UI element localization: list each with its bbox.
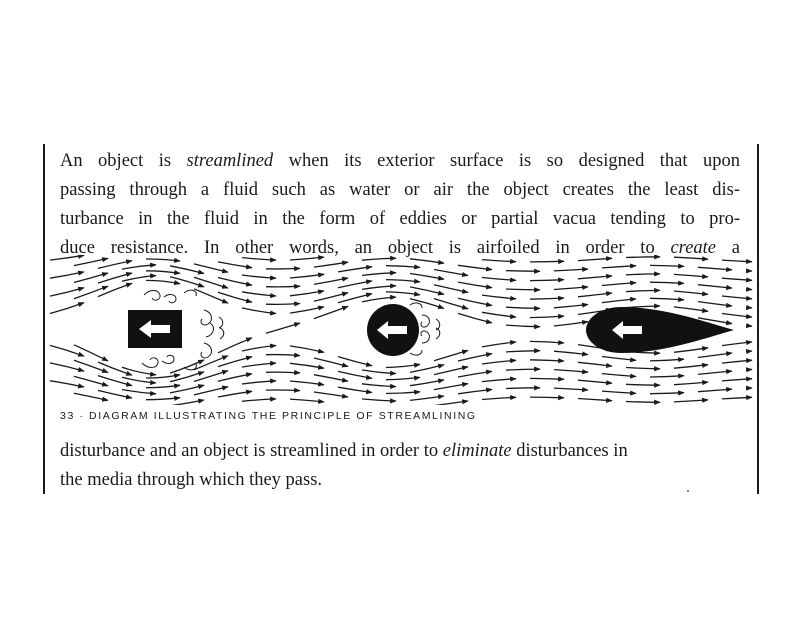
flow-arrow [98,283,132,296]
flow-arrow [626,384,660,385]
flow-arrow [746,351,752,352]
flow-arrow [554,322,588,326]
flow-arrow [722,397,752,399]
flow-arrow [194,264,228,272]
flow-arrow [674,291,708,294]
flow-arrow [554,388,588,390]
flow-arrow [98,390,132,398]
flow-arrow [266,286,300,287]
flow-arrow [722,314,752,318]
flow-arrow [602,299,636,303]
paragraph-2-line-1: disturbance and an object is streamlined in order to eliminate disturbances in [60,441,628,461]
flow-arrow [458,298,492,305]
flow-arrow [530,397,564,398]
flow-arrow [386,266,420,268]
flow-arrow [482,342,516,347]
flow-arrow [290,381,324,385]
flow-arrow [602,357,636,361]
flow-arrow [266,355,300,356]
flow-arrow [290,291,324,296]
flow-arrow [650,393,684,394]
flow-arrow [722,260,752,262]
figure-caption: 33 · DIAGRAM ILLUSTRATING THE PRINCIPLE OF STREAMLINING [60,410,477,422]
flow-arrow [626,368,660,369]
flow-arrow [626,274,660,275]
flow-arrow [698,285,732,288]
paragraph-1-line-4: duce resistance. In other words, an object is airfoiled in order to create a [60,238,740,258]
flow-arrow [530,316,564,318]
flow-arrow [530,280,564,281]
flow-arrow [458,371,492,377]
flow-arrow [266,268,300,269]
flow-arrow [506,325,540,327]
flow-arrow [362,370,396,374]
emphasis-eliminate: eliminate [442,441,512,461]
flow-arrow [362,286,396,290]
flow-arrow [458,313,492,323]
flow-arrow [458,282,492,288]
flow-arrow [578,276,612,279]
flow-arrow [386,392,420,394]
flow-arrow [74,286,108,299]
flow-arrow [218,262,252,268]
flow-arrow [482,260,516,262]
flow-arrow [50,272,84,278]
flow-arrow [50,288,84,296]
paragraph-1-line-1: An object is streamlined when its exterior surface is so designed that upon [60,151,740,171]
flow-arrow [338,387,372,392]
flow-arrow [290,257,324,260]
flow-arrow [674,257,708,259]
flow-arrow [650,282,684,283]
flow-arrow [578,362,612,366]
flow-arrow [266,304,300,305]
flow-arrow [242,346,276,352]
flow-arrow [554,351,588,354]
paragraph-2 [60,437,740,495]
flow-arrow [338,371,372,378]
flow-arrow [122,265,156,269]
flow-arrow [314,358,348,367]
flow-arrow [722,360,752,363]
flow-arrow [362,273,396,276]
flow-arrow [482,295,516,299]
flow-arrow [506,271,540,272]
flow-arrow [290,346,324,353]
flow-arrow [602,266,636,268]
flow-arrow [314,262,348,267]
flow-arrow [458,265,492,269]
flow-arrow [554,305,588,308]
flow-arrow [74,258,108,265]
flow-arrow [458,354,492,361]
flow-arrow [266,372,300,373]
flow-arrow [362,297,396,302]
flow-arrow [650,376,684,377]
flow-arrow [722,342,752,346]
flow-arrow [506,307,540,308]
flow-arrow [290,363,324,368]
flow-arrow [746,326,752,327]
flow-arrow [482,312,516,317]
streamlining-diagram [44,255,757,405]
flow-arrow [50,255,84,260]
flow-arrow [362,384,396,387]
flow-arrow [482,397,516,399]
flow-arrow [530,341,564,343]
flow-arrow [146,398,180,400]
paragraph-1-line-2: passing through a fluid such as water or air the object creates the least dis- [60,180,740,200]
flow-arrow [626,290,660,291]
flow-arrow [74,393,108,400]
flow-arrow [698,302,732,306]
flow-arrow [386,280,420,282]
flow-arrow [50,303,84,314]
right-margin-rule [757,144,759,494]
flow-arrow [242,258,276,261]
flow-arrow [650,359,684,361]
flow-arrow [146,385,180,388]
flow-arrow [434,384,468,390]
flow-arrow [146,280,180,283]
flow-arrow [410,396,444,400]
flow-arrow [410,274,444,280]
flow-arrow [674,348,708,353]
flow-arrow [242,381,276,384]
flow-arrow [218,374,252,382]
flow-arrow [386,292,420,295]
flow-arrow [98,261,132,269]
paragraph-1-line-3: turbance in the fluid in the form of eddies or partial vacua tending to pro- [60,209,740,229]
flow-arrow [674,365,708,369]
flow-arrow [650,298,684,300]
flow-arrow [410,380,444,386]
flow-arrow [746,308,752,309]
flow-arrow [242,275,276,278]
flow-arrow [218,391,252,397]
flow-arrow [698,371,732,374]
flow-arrow [146,271,180,274]
paragraph-1 [60,147,740,263]
flow-arrow [482,379,516,382]
flow-arrow [434,367,468,375]
flow-arrow [314,392,348,397]
flow-arrow [506,351,540,352]
flow-arrow [674,274,708,277]
paragraph-2-line-2: the media through which they pass. [60,470,323,490]
flow-arrow [602,374,636,377]
flow-arrow [50,381,84,387]
flow-arrow [674,382,708,385]
flow-arrow [602,283,636,286]
flow-arrow [338,281,372,288]
flow-arrow [626,402,660,403]
flow-arrow [626,257,660,258]
flow-arrow [602,391,636,393]
flow-arrow [314,375,348,382]
flow-arrow [530,261,564,262]
flow-arrow [506,369,540,370]
flow-arrow [74,360,108,372]
flow-arrow [698,267,732,270]
flow-arrow [482,278,516,281]
page-speck [687,490,689,492]
flow-arrow [410,365,444,373]
flow-arrow [122,390,156,394]
flow-arrow [290,307,324,313]
flow-arrow [362,399,396,401]
flow-arrow [434,270,468,276]
flow-arrow [578,380,612,383]
flow-arrow [242,292,276,296]
flow-arrow [410,287,444,295]
emphasis-streamlined: streamlined [186,151,274,171]
flow-arrow [506,289,540,290]
flow-arrow [482,360,516,364]
flow-arrow [506,388,540,389]
flow-arrow [578,258,612,260]
flow-arrow [242,308,276,314]
flow-arrow [722,379,752,381]
teardrop-object [586,307,734,353]
flow-arrow [434,401,468,405]
flow-arrow [530,360,564,361]
flow-arrow [434,285,468,293]
flow-arrow [194,289,228,303]
flow-arrow [338,267,372,272]
flow-arrow [722,296,752,299]
flow-arrow [578,293,612,297]
flow-arrow [674,307,708,311]
flow-arrow [458,390,492,394]
flow-arrow [362,258,396,260]
flow-arrow [170,400,204,405]
flow-arrow [242,399,276,401]
flow-arrow [290,274,324,278]
flow-arrow [386,377,420,379]
emphasis-create: create [670,238,717,258]
flow-arrow [698,389,732,392]
flow-arrow [530,298,564,299]
flow-arrow [530,378,564,379]
flow-arrow [650,265,684,266]
flow-arrow [266,323,300,333]
flow-arrow [698,353,732,358]
flow-arrow [722,278,752,280]
flow-arrow [410,259,444,263]
flow-arrow [146,375,180,378]
flow-arrow [266,390,300,391]
flow-arrow [242,363,276,367]
flow-arrow [194,387,228,395]
flow-arrow [554,269,588,271]
flow-arrow [338,357,372,366]
flow-arrow [314,293,348,302]
flow-arrow [218,278,252,286]
flow-arrow [554,370,588,373]
flow-arrow [50,363,84,371]
flow-arrow [578,399,612,401]
flow-arrow [290,399,324,402]
flow-arrow [674,400,708,402]
flow-arrow [74,345,108,361]
flow-arrow [146,259,180,261]
flow-arrow [554,287,588,290]
flow-arrow [170,360,204,373]
flow-arrow [314,278,348,284]
flow-arrow [386,364,420,367]
